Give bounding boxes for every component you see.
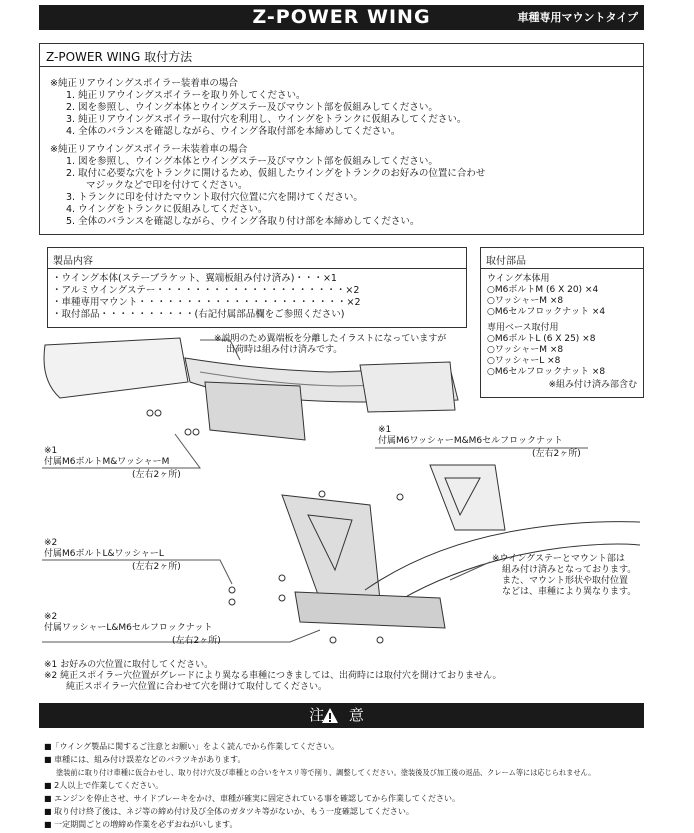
footnote: ※1 お好みの穴位置に取付してください。 xyxy=(44,660,214,670)
parts-item: ○M6セルフロックナット ×4 xyxy=(487,307,606,317)
front-stay xyxy=(282,495,380,600)
diagram-note-right: ※ウイングステーとマウント部は xyxy=(492,554,625,564)
label-b-text: 付属M6ワッシャーM&M6セルフロックナット xyxy=(378,436,563,446)
parts-group-heading: ウイング本体用 xyxy=(487,274,550,284)
section1-step: 4. 全体のバランスを確認しながら、ウイング各取付部を本締めしてください。 xyxy=(66,126,401,137)
section1-step: 2. 図を参照し、ウイング本体とウイングステー及びマウント部を仮組みしてください。 xyxy=(66,102,438,113)
diagram-note-right: また、マウント形状や取付位置 xyxy=(502,576,629,586)
label-c-sub: (左右2ヶ所) xyxy=(132,562,181,572)
parts-item: ○M6セルフロックナット ×8 xyxy=(487,367,606,377)
product-item: ・取付部品・・・・・・・・・・(右記付属部品欄をご参照ください) xyxy=(52,309,345,320)
parts-item: ○ワッシャーM ×8 xyxy=(487,296,564,306)
footnote: ※2 純正スポイラー穴位置がグレードにより異なる車種につきましては、出荷時には取付穴を開けておりません。 xyxy=(44,671,502,681)
page-subtitle: 車種専用マウントタイプ xyxy=(517,11,638,24)
footnote: 純正スポイラー穴位置に合わせて穴を開けて取付してください。 xyxy=(66,682,328,692)
instructions-title: Z-POWER WING 取付方法 xyxy=(46,50,193,64)
diagram-note-right: などは、車種により異なります。 xyxy=(502,587,637,597)
page-title: Z-POWER WING xyxy=(252,6,431,28)
label-a-text: 付属M6ボルトM&ワッシャーM xyxy=(44,457,170,467)
product-item: ・アルミウイングステー・・・・・・・・・・・・・・・・・・・・×2 xyxy=(52,285,360,296)
parts-note: ※組み付け済み部含む xyxy=(548,380,637,390)
caution-item: ■「ウイング製品に関するご注意とお願い」をよく読んでから作業してください。 xyxy=(44,742,340,751)
caution-title: 注 意 xyxy=(309,706,374,724)
product-item: ・ウイング本体(ステーブラケット、翼端板組み付け済み)・・・×1 xyxy=(52,273,337,284)
section2-step: マジックなどで印を付けてください。 xyxy=(86,180,248,191)
section2-step: 3. トランクに印を付けたマウント取付穴位置に穴を開けてください。 xyxy=(66,192,363,203)
caution-item: ■ 取り付け終了後は、ネジ等の締め付け及び全体のガタツキ等がないか、もう一度確認してください。 xyxy=(44,807,414,816)
parts-item: ○M6ボルトL (6 X 25) ×8 xyxy=(487,334,596,344)
right-end-plate xyxy=(360,362,455,412)
parts-item: ○M6ボルトM (6 X 20) ×4 xyxy=(487,285,599,295)
caution-item: ■ エンジンを停止させ、サイドブレーキをかけ、車種が確実に固定されている事を確認してから作業してください。 xyxy=(44,794,461,803)
section2-step: 2. 取付に必要な穴をトランクに開けるため、仮組したウイングをトランクのお好みの位置に合わせ xyxy=(66,168,486,179)
product-item: ・車種専用マウント・・・・・・・・・・・・・・・・・・・・・・×2 xyxy=(52,297,361,308)
left-end-plate xyxy=(44,338,188,398)
caution-item: 塗装前に取り付け車種に仮合わせし、取り付け穴及び車種との合いをヤスリ等で削り、調整してください。塗装後及び加工後の返品、クレーム等には応じられません。 xyxy=(56,768,596,777)
label-b-mark: ※1 xyxy=(378,425,392,435)
stay-bracket xyxy=(205,382,305,440)
label-c-text: 付属M6ボルトL&ワッシャーL xyxy=(44,549,164,559)
label-d-sub: (左右2ヶ所) xyxy=(172,636,221,646)
label-d-mark: ※2 xyxy=(44,612,58,622)
section2-step: 5. 全体のバランスを確認しながら、ウイング各取り付け部を本締めしてください。 xyxy=(66,216,420,227)
caution-item: ■ 車種には、組み付け誤差などのバラツキがあります。 xyxy=(44,755,246,764)
product-contents-title: 製品内容 xyxy=(53,256,93,267)
section1-heading: ※純正リアウイングスポイラー装着車の場合 xyxy=(50,78,238,89)
parts-group-heading: 専用ベース取付用 xyxy=(487,323,559,333)
label-a-mark: ※1 xyxy=(44,446,58,456)
caution-item: ■ 一定期間ごとの増締め作業を必ずおねがいします。 xyxy=(44,820,238,829)
caution-item: ■ 2人以上で作業してください。 xyxy=(44,781,164,790)
section1-step: 3. 純正リアウイングスポイラー取付穴を利用し、ウイングをトランクに仮組みしてください。 xyxy=(66,114,467,125)
rear-stay xyxy=(430,465,505,530)
section1-step: 1. 純正リアウイングスポイラーを取り外してください。 xyxy=(66,90,306,101)
diagram-note-top: ※説明のため翼端板を分離したイラストになっていますが xyxy=(214,334,447,344)
diagram-note-top: 出荷時は組み付け済みです。 xyxy=(226,345,343,355)
section2-step: 4. ウイングをトランクに仮組みしてください。 xyxy=(66,204,268,215)
section2-step: 1. 図を参照し、ウイング本体とウイングステー及びマウント部を仮組みしてください。 xyxy=(66,156,438,167)
mounting-parts-title: 取付部品 xyxy=(486,256,526,267)
caution-bar xyxy=(39,703,644,728)
label-a-sub: (左右2ヶ所) xyxy=(132,470,181,480)
label-b-sub: (左右2ヶ所) xyxy=(532,449,581,459)
diagram-note-right: 組み付け済みとなっております。 xyxy=(502,565,637,575)
parts-item: ○ワッシャーM ×8 xyxy=(487,345,564,355)
section2-heading: ※純正リアウイングスポイラー未装着車の場合 xyxy=(50,144,248,155)
label-d-text: 付属ワッシャーL&M6セルフロックナット xyxy=(44,623,213,633)
parts-item: ○ワッシャーL ×8 xyxy=(487,356,561,366)
label-c-mark: ※2 xyxy=(44,538,58,548)
mount-base xyxy=(295,592,445,628)
